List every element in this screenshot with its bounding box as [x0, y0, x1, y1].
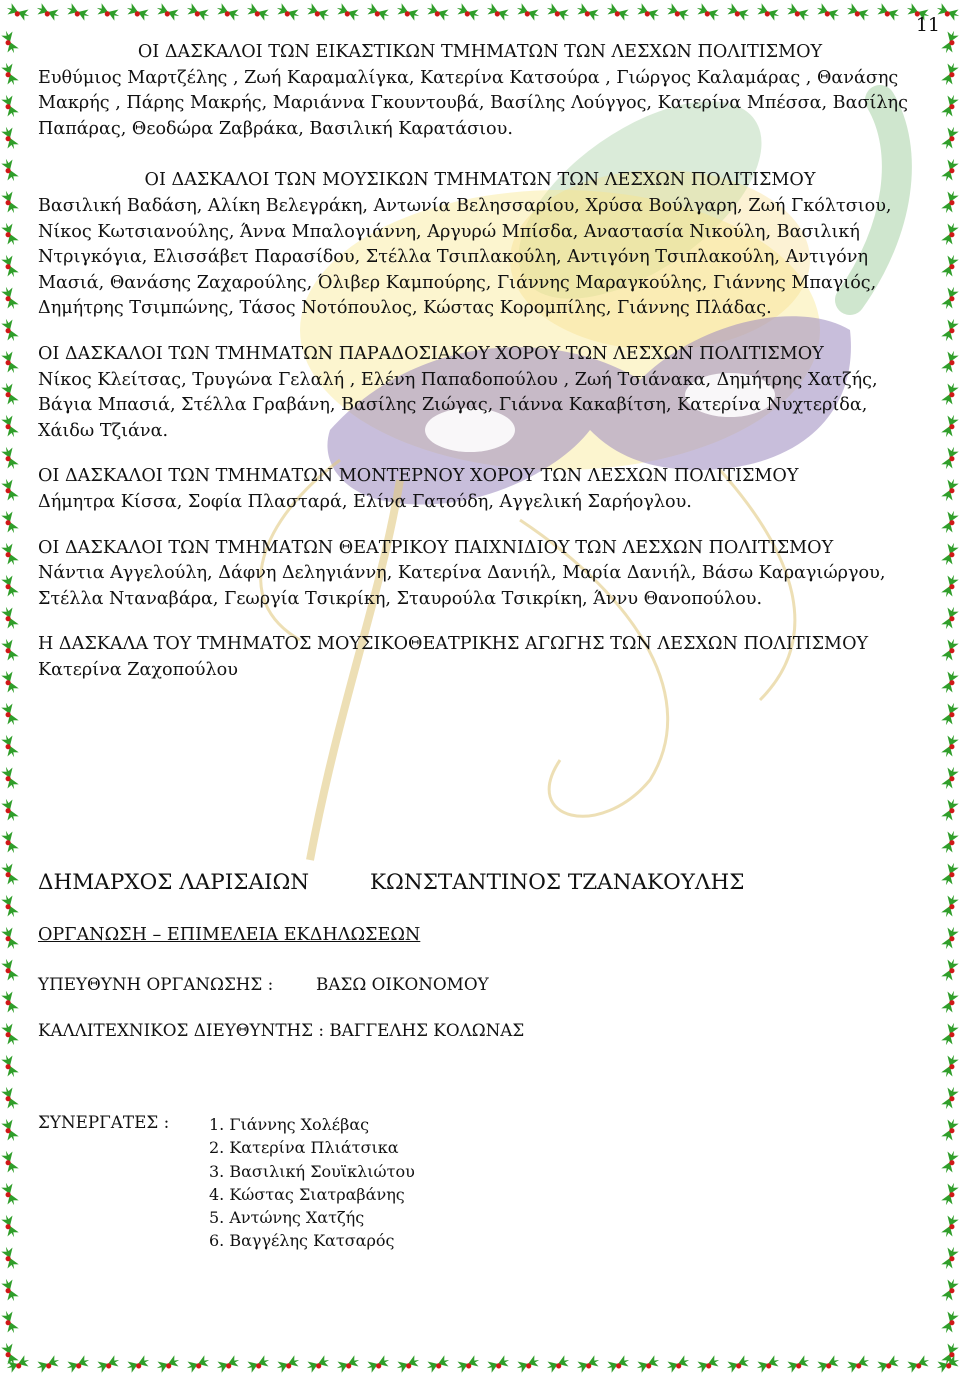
responsible-line: [38, 974, 489, 994]
section-heading: ΟΙ ΔΑΣΚΑΛΟΙ ΤΩΝ ΕΙΚΑΣΤΙΚΩΝ ΤΜΗΜΑΤΩΝ ΤΩΝ ΛΕΣΧΩΝ ΠΟΛΙΤΙΣΜΟΥ: [137, 42, 823, 62]
list-item: 2. Κατερίνα Πλιάτσικα: [209, 1138, 399, 1158]
section-fine-arts-teachers: [38, 40, 922, 142]
section-heading: ΟΙ ΔΑΣΚΑΛΟΙ ΤΩΝ ΤΜΗΜΑΤΩΝ ΜΟΝΤΕΡΝΟΥ ΧΟΡΟΥ ΤΩΝ ΛΕΣΧΩΝ ΠΟΛΙΤΙΣΜΟΥ: [38, 466, 799, 487]
list-item: 1. Γιάννης Χολέβας: [209, 1115, 370, 1134]
section-music-theatre-teacher: [38, 632, 922, 683]
section-body: Κατερίνα Ζαχοπούλου: [38, 659, 238, 680]
section-body: Βασιλική Βαδάση, Αλίκη Βελεγράκη, Αντωνία Βελησσαρίου, Χρύσα Βούλγαρη, Ζωή Γκόλτσιου, Νίκος Κωτσιανούλης, Άννα Μπαλογιάννη, Αργυρώ Μπίσδα, Αναστασία Νικούλη, Βασιλική Ντριγκόγια, Ελισσάβετ Παρασίδου, Στέλλα Τσιπλακούλη, Αντιγόνη Τσιπλακούλη, Αντιγόνη Μασιά, Θανάσης Ζαχαρούλης, Όλιβερ Καμπούρης, Γιάννης Μαραγκούλης, Γιάννης Μπαγιός, Δημήτρης Τσιμπώνης, Τάσος Νοτόπουλος, Κώστας Κορομπίλης, Γιάννης Πλάδας.: [38, 195, 892, 319]
section-theatrical-play-teachers: [38, 536, 922, 613]
section-heading: ΟΙ ΔΑΣΚΑΛΟΙ ΤΩΝ ΤΜΗΜΑΤΩΝ ΘΕΑΤΡΙΚΟΥ ΠΑΙΧΝΙΔΙΟΥ ΤΩΝ ΛΕΣΧΩΝ ΠΟΛΙΤΙΣΜΟΥ: [38, 537, 834, 558]
responsible-label: ΥΠΕΥΘΥΝΗ ΟΡΓΑΝΩΣΗΣ :: [38, 974, 274, 994]
list-item: 6. Βαγγέλης Κατσαρός: [209, 1231, 395, 1251]
page-number: 11: [915, 14, 940, 36]
responsible-name: ΒΑΣΩ ΟΙΚΟΝΟΜΟΥ: [316, 974, 489, 994]
list-item: 3. Βασιλική Σουϊκλιώτου: [209, 1161, 415, 1181]
list-item: 5. Αντώνης Χατζής: [209, 1208, 365, 1228]
section-body: Δήμητρα Κίσσα, Σοφία Πλασταρά, Ελίνα Γατούδη, Αγγελική Σαρήογλου.: [38, 491, 692, 512]
mayor-label: ΔΗΜΑΡΧΟΣ ΛΑΡΙΣΑΙΩΝ: [38, 870, 310, 895]
section-body: Νάντια Αγγελούλη, Δάφνη Δεληγιάννη, Κατερίνα Δανιήλ, Μαρία Δανιήλ, Βάσω Καραγιώργου, Στέλλα Νταναβάρα, Γεωργία Τσικρίκη, Σταυρούλα Τσικρίκη, Άννυ Θανοπούλου.: [38, 563, 886, 609]
teachers-content: [38, 40, 922, 683]
section-body: Νίκος Κλείτσας, Τρυγώνα Γελαλή , Ελένη Παπαδοπούλου , Ζωή Τσιάνακα, Δημήτρης Χατζής, Βάγια Μπασιά, Στέλλα Γραβάνη, Βασίλης Ζιώγας, Γιάννα Κακαβίτση, Κατερίνα Νυχτερίδα, Χάιδω Τζιάνα.: [38, 369, 878, 441]
artistic-director-line: [38, 1020, 524, 1040]
section-body: Ευθύμιος Μαρτζέλης , Ζωή Καραμαλίγκα, Κατερίνα Κατσούρα , Γιώργος Καλαμάρας , Θανάσης Μακρής , Πάρης Μακρής, Μαριάννα Γκουντουβά, Βασίλης Λούγγος, Κατερίνα Μπέσσα, Βασίλης Παπάρας, Θεοδώρα Ζαβράκα, Βασιλική Καρατάσιου.: [38, 67, 908, 139]
section-heading: ΟΙ ΔΑΣΚΑΛΟΙ ΤΩΝ ΤΜΗΜΑΤΩΝ ΠΑΡΑΔΟΣΙΑΚΟΥ ΧΟΡΟΥ ΤΩΝ ΛΕΣΧΩΝ ΠΟΛΙΤΙΣΜΟΥ: [38, 343, 824, 364]
list-item: 4. Κώστας Σιατραβάνης: [209, 1184, 405, 1204]
section-heading: ΟΙ ΔΑΣΚΑΛΟΙ ΤΩΝ ΜΟΥΣΙΚΩΝ ΤΜΗΜΑΤΩΝ ΤΩΝ ΛΕΣΧΩΝ ΠΟΛΙΤΙΣΜΟΥ: [144, 170, 816, 191]
mayor-line: [38, 870, 745, 895]
collaborators-list: [209, 1113, 415, 1253]
section-traditional-dance-teachers: [38, 342, 922, 444]
section-modern-dance-teachers: [38, 464, 922, 515]
organization-heading: ΟΡΓΑΝΩΣΗ – ΕΠΙΜΕΛΕΙΑ ΕΚΔΗΛΩΣΕΩΝ: [38, 925, 421, 945]
collaborators-label: ΣΥΝΕΡΓΑΤΕΣ :: [38, 1112, 170, 1132]
section-music-teachers: [38, 168, 922, 322]
section-heading: Η ΔΑΣΚΑΛΑ ΤΟΥ ΤΜΗΜΑΤΟΣ ΜΟΥΣΙΚΟΘΕΑΤΡΙΚΗΣ ΑΓΩΓΗΣ ΤΩΝ ΛΕΣΧΩΝ ΠΟΛΙΤΙΣΜΟΥ: [38, 634, 869, 655]
mayor-name: ΚΩΝΣΤΑΝΤΙΝΟΣ ΤΖΑΝΑΚΟΥΛΗΣ: [370, 870, 745, 895]
artistic-director-name: ΒΑΓΓΕΛΗΣ ΚΟΛΩΝΑΣ: [329, 1020, 525, 1040]
artistic-director-label: ΚΑΛΛΙΤΕΧΝΙΚΟΣ ΔΙΕΥΘΥΝΤΗΣ :: [38, 1020, 324, 1040]
